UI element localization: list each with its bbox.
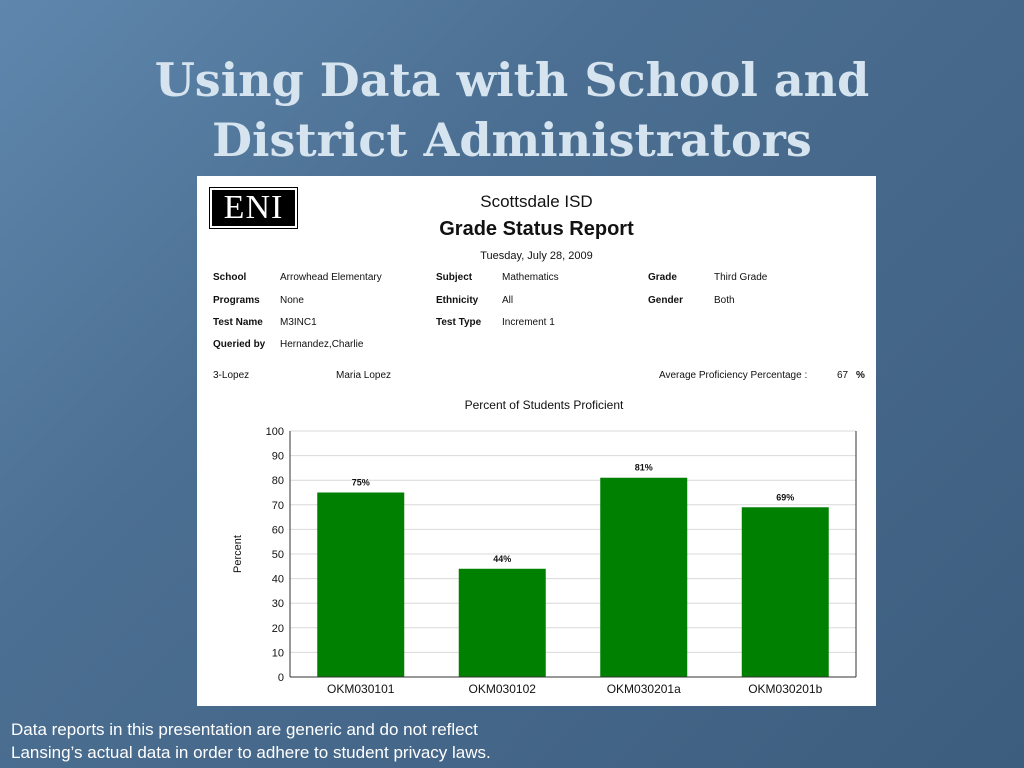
avg-proficiency-unit: % [856, 370, 865, 381]
proficiency-bar-chart [197, 176, 876, 706]
y-tick-label: 80 [271, 475, 284, 488]
x-tick-label: OKM030201b [748, 682, 823, 696]
eni-logo: ENI [210, 188, 297, 228]
x-tick-label: OKM030101 [327, 682, 395, 696]
test-type-value: Increment 1 [502, 317, 555, 328]
privacy-footnote [11, 718, 711, 764]
queried-by-label: Queried by [213, 339, 266, 350]
district-name: Scottsdale ISD [480, 192, 593, 211]
bar-okm030102 [459, 569, 546, 677]
y-tick-label: 60 [271, 524, 284, 537]
grade-label: Grade [648, 272, 677, 283]
avg-proficiency-label: Average Proficiency Percentage : [659, 370, 808, 381]
y-tick-label: 30 [271, 598, 284, 611]
footnote-line1: Data reports in this presentation are generic and do not reflect [11, 720, 478, 739]
programs-label: Programs [213, 295, 260, 306]
bar-okm030201a [600, 478, 687, 677]
y-tick-label: 40 [271, 573, 284, 586]
x-tick-label: OKM030102 [468, 682, 536, 696]
data-label: 69% [776, 492, 795, 503]
x-tick-label: OKM030201a [606, 682, 681, 696]
avg-proficiency-value: 67 [837, 370, 849, 381]
subject-label: Subject [436, 272, 473, 283]
grade-value: Third Grade [714, 272, 768, 283]
data-label: 81% [634, 462, 653, 473]
bar-okm030101 [317, 493, 404, 678]
school-value: Arrowhead Elementary [280, 272, 382, 283]
queried-by-value: Hernandez,Charlie [280, 339, 364, 350]
teacher-code: 3-Lopez [213, 370, 250, 381]
y-tick-label: 100 [265, 426, 284, 438]
y-tick-label: 90 [271, 450, 284, 463]
ethnicity-value: All [502, 295, 514, 306]
report-date: Tuesday, July 28, 2009 [480, 250, 593, 262]
school-label: School [213, 272, 247, 283]
test-name-value: M3INC1 [280, 317, 317, 328]
test-type-label: Test Type [436, 317, 482, 328]
subject-value: Mathematics [502, 272, 559, 283]
gender-value: Both [714, 295, 735, 306]
y-tick-label: 70 [271, 499, 284, 512]
report-title: Grade Status Report [439, 218, 634, 240]
slide-title-line1: Using Data with School and [154, 53, 870, 107]
test-name-label: Test Name [213, 317, 263, 328]
programs-value: None [280, 295, 304, 306]
footnote-line2: Lansing’s actual data in order to adhere to student privacy laws. [11, 743, 491, 762]
y-tick-label: 20 [271, 622, 284, 635]
bar-okm030201b [742, 507, 829, 677]
grade-status-report [197, 176, 876, 706]
data-label: 75% [351, 477, 370, 488]
y-tick-label: 50 [271, 549, 284, 561]
data-label: 44% [493, 553, 512, 564]
chart-title: Percent of Students Proficient [464, 398, 624, 412]
teacher-name: Maria Lopez [336, 370, 392, 381]
slide-title-line2: District Administrators [212, 113, 812, 167]
gender-label: Gender [648, 295, 684, 306]
y-axis-label: Percent [232, 535, 244, 573]
y-tick-label: 0 [277, 672, 284, 684]
y-tick-label: 10 [271, 647, 284, 660]
slide-title [0, 50, 1024, 170]
ethnicity-label: Ethnicity [436, 295, 479, 306]
